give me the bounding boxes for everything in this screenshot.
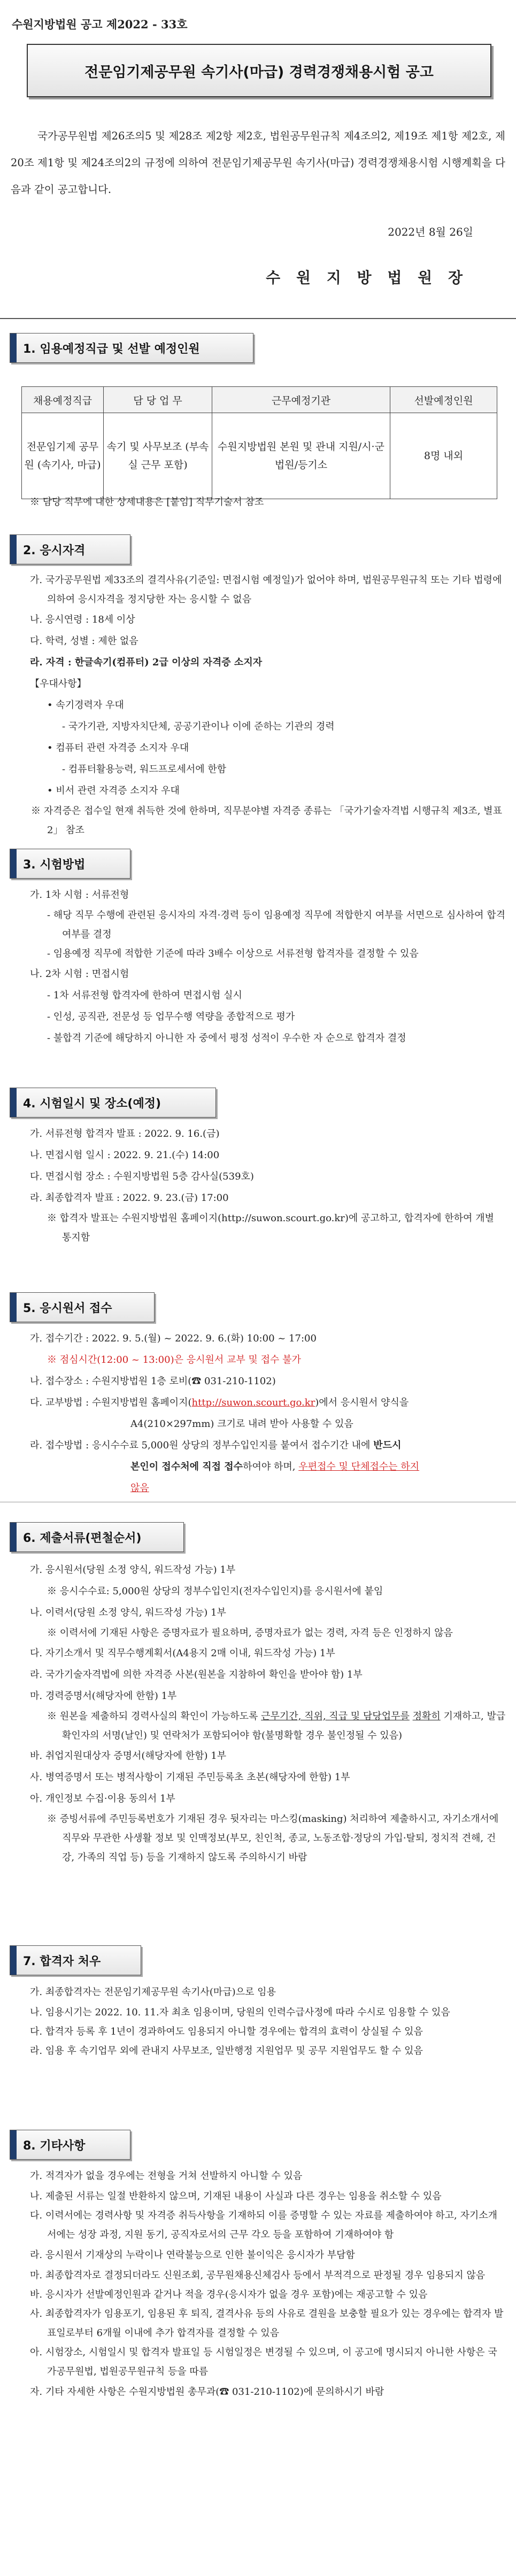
title-box bbox=[27, 44, 491, 97]
table-header: 채용예정직급 bbox=[22, 387, 104, 413]
section-5-body: 가. 접수기간 : 2022. 9. 5.(월) ~ 2022. 9. 6.(화) 10:00 ~ 17:00 ※ 점심시간(12:00 ~ 13:00)은 응시원서 교부 및 접수 불가 나. 접수장소 : 수원지방법원 1층 로비(☎ 031-210-1102) 다. 교부방법 : 수원지방법원 홈페이지(http://suwon.scourt.go.kr)에서 응시원서 양식을 A4(210×297mm) 크기로 내려 받아 사용할 수 있음 라. 접수방법 : 응시수수료 5,000원 상당의 정부수입인지를 붙여서 접수기간 내에 반드시 본인이 접수처에 직접 접수하여야 하며, 우편접수 및 단체접수는 하지 않음 bbox=[30, 1333, 420, 1494]
notice-date: 2022년 8월 26일 bbox=[388, 226, 473, 238]
section-3-body: 가. 1차 시험 : 서류전형 - 해당 직무 수행에 관련된 응시자의 자격·경력 등이 임용예정 직무에 적합한지 여부를 서면으로 심사하여 합격 여부를 결정 - 임용예정 직무에 적합한 기준에 따라 3배수 이상으로 서류전형 합격자를 결정할 수 있음 나. 2차 시험 : 면접시험 - 1차 서류전형 합격자에 한하여 면접시험 실시 - 인성, 공직관, 전문성 등 업무수행 역량을 종합적으로 평가 - 불합격 기준에 해당하지 아니한 자 중에서 평정 성적이 우수한 자 순으로 합격자 결정 bbox=[30, 889, 505, 1044]
section-2-body: 가. 국가공무원법 제33조의 결격사유(기준일: 면접시험 예정일)가 없어야 하며, 법원공무원규칙 또는 기타 법령에 의하여 응시자격을 정지당한 자는 응시할 수 없음 나. 응시연령 : 18세 이상 다. 학력, 성별 : 제한 없음 라. 자격 : 한글속기(컴퓨터) 2급 이상의 자격증 소지자 【우대사항】 • 속기경력자 우대 - 국가기관, 지방자치단체, 공공기관이나 이에 준하는 기관의 경력 • 컴퓨터 관련 자격증 소지자 우대 - 컴퓨터활용능력, 워드프로세서에 한함 • 비서 관련 자격증 소지자 우대 ※ 자격증은 접수일 현재 취득한 것에 한하며, 직무분야별 자격증 종류는 「국가기술자격법 시행규칙 제3조, 별표 2」 참조 bbox=[30, 575, 502, 836]
notice-number: 수원지방법원 공고 제2022 - 33호 bbox=[12, 18, 188, 31]
page-title: 전문임기제공무원 속기사(마급) 경력경쟁채용시험 공고 bbox=[84, 64, 434, 81]
section-heading-3: 3. 시험방법 bbox=[10, 849, 130, 879]
section-heading-7: 7. 합격자 처우 bbox=[10, 1945, 141, 1975]
section-heading-8: 8. 기타사항 bbox=[10, 2130, 130, 2160]
section-heading-6: 6. 제출서류(편철순서) bbox=[10, 1522, 184, 1552]
section-4-body: 가. 서류전형 합격자 발표 : 2022. 9. 16.(금) 나. 면접시험 일시 : 2022. 9. 21.(수) 14:00 다. 면접시험 장소 : 수원지방법원 5층 감사실(539호) 라. 최종합격자 발표 : 2022. 9. 23.(금) 17:00 ※ 합격자 발표는 수원지방법원 홈페이지(http://suwon.scourt.go.kr)에 공고하고, 합격자에 한하여 개별 통지함 bbox=[30, 1128, 494, 1243]
table-cell: 8명 내외 bbox=[390, 413, 497, 499]
homepage-link[interactable]: http://suwon.scourt.go.kr bbox=[191, 1397, 315, 1408]
section-heading-2: 2. 응시자격 bbox=[10, 534, 130, 564]
divider bbox=[0, 318, 516, 319]
table-header: 선발예정인원 bbox=[390, 387, 497, 413]
table-header: 근무예정기관 bbox=[212, 387, 390, 413]
section-8-body: 가. 적격자가 없을 경우에는 전형을 거쳐 선발하지 아니할 수 있음 나. 제출된 서류는 일절 반환하지 않으며, 기재된 내용이 사실과 다른 경우는 임용을 취소할 수 있음 다. 이력서에는 경력사항 및 자격증 취득사항을 기재하되 이를 증명할 수 있는 자료를 제출하여야 하고, 자기소개서에는 성장 과정, 지원 동기, 공직자로서의 근무 각오 등을 포함하여 기재하여야 함 라. 응시원서 기재상의 누락이나 연락불능으로 인한 불이익은 응시자가 부담함 마. 최종합격자로 결정되더라도 신원조회, 공무원채용신체검사 등에서 부적격으로 판정될 경우 임용되지 않음 바. 응시자가 선발예정인원과 같거나 적을 경우(응시자가 없을 경우 포함)에는 재공고할 수 있음 사. 최종합격자가 임용포기, 임용된 후 퇴직, 결격사유 등의 사유로 결원을 보충할 필요가 있는 경우에는 합격자 발표일로부터 6개월 이내에 추가 합격자를 결정할 수 있음 아. 시험장소, 시험일시 및 합격자 발표일 등 시험일정은 변경될 수 있으며, 이 공고에 명시되지 아니한 사항은 국가공무원법, 법원공무원규칙 등을 따름 자. 기타 자세한 사항은 수원지방법원 총무과(☎ 031-210-1102)에 문의하시기 바람 bbox=[30, 2170, 504, 2397]
issuer-name: 수 원 지 방 법 원 장 bbox=[266, 269, 468, 286]
intro-paragraph: 국가공무원법 제26조의5 및 제28조 제2항 제2호, 법원공무원규칙 제4조의2, 제19조 제1항 제2호, 제20조 제1항 및 제24조의2의 규정에 의하여 전문임기제공무원 속기사(마급) 경력경쟁채용시험 시행계획을 다음과 같이 공고합니다. bbox=[11, 130, 505, 196]
section-heading-5: 5. 응시원서 접수 bbox=[10, 1292, 155, 1322]
table-cell: 수원지방법원 본원 및 관내 지원/시·군법원/등기소 bbox=[212, 413, 390, 499]
section-1-note: ※ 담당 직무에 대한 상세내용은 [붙임] 직무기술서 참조 bbox=[30, 496, 264, 508]
table-cell: 전문임기제 공무원 (속기사, 마급) bbox=[22, 413, 104, 499]
section-6-body: 가. 응시원서(당원 소정 양식, 워드작성 가능) 1부 ※ 응시수수료: 5,000원 상당의 정부수입인지(전자수입인지)를 응시원서에 붙임 나. 이력서(당원 소정 양식, 워드작성 가능) 1부 ※ 이력서에 기재된 사항은 증명자료가 필요하며, 증명자료가 없는 경력, 자격 등은 인정하지 않음 다. 자기소개서 및 직무수행계획서(A4용지 2매 이내, 워드작성 가능) 1부 라. 국가기술자격법에 의한 자격증 사본(원본을 지참하여 확인을 받아야 함) 1부 마. 경력증명서(해당자에 한함) 1부 ※ 원본을 제출하되 경력사실의 확인이 가능하도록 근무기간, 직위, 직급 및 담당업무를 정확히 기재하고, 발급확인자의 서명(날인) 및 연락처가 포함되어야 함(불명확할 경우 불인정될 수 있음) 바. 취업지원대상자 증명서(해당자에 한함) 1부 사. 병역증명서 또는 병적사항이 기재된 주민등록초 초본(해당자에 한함) 1부 아. 개인정보 수집·이용 동의서 1부 ※ 증빙서류에 주민등록번호가 기재된 경우 뒷자리는 마스킹(masking) 처리하여 제출하시고, 자기소개서에 직무와 무관한 사생활 정보 및 인맥정보(부모, 친인척, 종교, 노동조합·정당의 가입·탈퇴, 정치적 견해, 건강, 가족의 직업 등) 등을 기재하지 않도록 주의하시기 바람 bbox=[30, 1564, 506, 1863]
positions-table bbox=[21, 386, 497, 499]
section-heading-1: 1. 임용예정직급 및 선발 예정인원 bbox=[10, 333, 253, 363]
table-header: 담 당 업 무 bbox=[104, 387, 212, 413]
table-cell: 속기 및 사무보조 (부속실 근무 포함) bbox=[104, 413, 212, 499]
section-7-body: 가. 최종합격자는 전문임기제공무원 속기사(마급)으로 임용 나. 임용시기는 2022. 10. 11.자 최초 임용이며, 당원의 인력수급사정에 따라 수시로 임용할 수 있음 다. 합격자 등록 후 1년이 경과하여도 임용되지 아니할 경우에는 합격의 효력이 상실될 수 있음 라. 임용 후 속기업무 외에 관내지 사무보조, 일반행정 지원업무 및 공무 지원업무도 할 수 있음 bbox=[30, 1987, 450, 2057]
section-heading-4: 4. 시험일시 및 장소(예정) bbox=[10, 1088, 216, 1118]
